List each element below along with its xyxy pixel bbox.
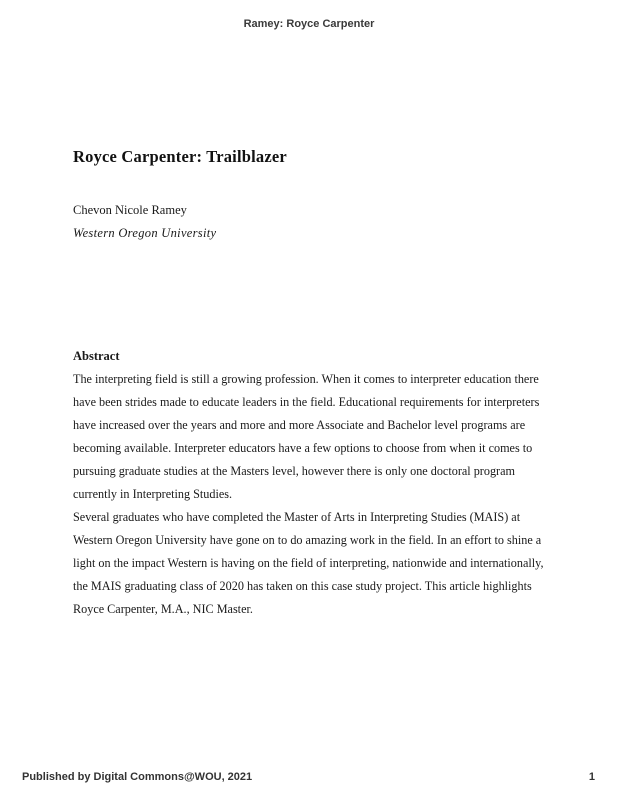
author-name: Chevon Nicole Ramey: [73, 203, 187, 217]
abstract-paragraph-1: The interpreting field is still a growing profession. When it comes to interpreter education there have been strides made to educate leaders in the field. Educational requirements for interpreters have increased over the years and more and more Associate and Bachelor level programs are becoming available. Interpreter educators have a few options to choose from when it comes to pursuing graduate studies at the Masters level, however there is only one doctoral program currently in Interpreting Studies.: [73, 372, 540, 501]
page-number: 1: [588, 771, 595, 783]
author-block: [73, 199, 216, 245]
abstract-heading: Abstract: [73, 349, 120, 363]
article-title: Royce Carpenter: Trailblazer: [73, 147, 287, 167]
author-affiliation: Western Oregon University: [73, 226, 217, 240]
publisher-credit: Published by Digital Commons@WOU, 2021: [22, 771, 253, 783]
abstract-paragraph-2: Several graduates who have completed the Master of Arts in Interpreting Studies (MAIS) at Western Oregon University have gone on to do amazing work in the field. In an effort to shine a light on the impact Western is having on the field of interpreting, nationwide and internationally, the MAIS graduating class of 2020 has taken on this case study project. This article highlights Royce Carpenter, M.A., NIC Master.: [73, 510, 544, 616]
abstract-section: [73, 345, 549, 621]
running-head: Ramey: Royce Carpenter: [243, 18, 375, 30]
